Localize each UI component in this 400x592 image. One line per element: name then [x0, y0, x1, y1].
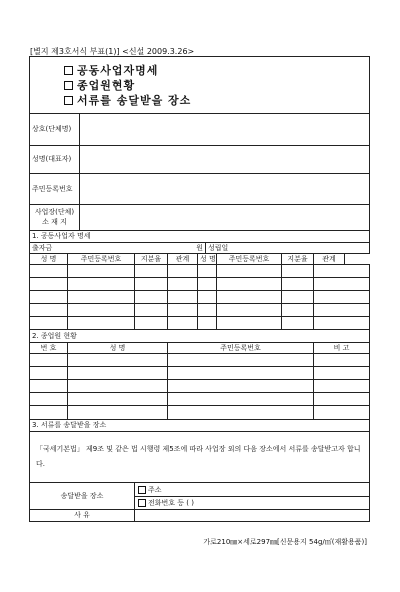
employee-row [30, 354, 370, 367]
company-label: 상호(단체명) [30, 114, 80, 146]
col-resident-2: 주민등록번호 [217, 254, 282, 265]
section3-title: 3. 서류를 송달받을 장소 [30, 420, 370, 432]
section1-header [30, 231, 370, 243]
representative-field[interactable] [80, 146, 370, 174]
company-row [30, 114, 370, 146]
capital-label: 출자금 [32, 243, 53, 252]
delivery-place-row [30, 483, 370, 510]
address-field[interactable] [80, 205, 370, 231]
section3-header [30, 420, 370, 432]
resident-number-field[interactable] [80, 174, 370, 205]
partner-row [30, 278, 370, 291]
resident-number-label: 주민등록번호 [30, 174, 80, 205]
title-line-2: 종업원현황 [64, 78, 367, 93]
checkbox-icon[interactable] [138, 499, 146, 507]
partner-row [30, 265, 370, 278]
employee-row [30, 380, 370, 393]
notice-text: 「국세기본법」 제9조 및 같은 법 시행령 제5조에 따라 사업장 외의 다음 장소에서 서류를 송달받고자 합니다. [30, 432, 370, 483]
capital-row [30, 243, 370, 254]
form-title-row [30, 57, 370, 114]
checkbox-icon[interactable] [64, 81, 73, 90]
reason-label: 사 유 [30, 510, 135, 522]
option-phone[interactable]: 전화번호 등 ( ) [135, 497, 369, 509]
employees-header-row [30, 343, 370, 354]
col-employee-resident: 주민등록번호 [168, 343, 314, 354]
paper-spec-note: 가로210㎜×세로297㎜[신문용지 54g/㎡(재활용품)] [203, 538, 367, 546]
col-employee-name: 성 명 [68, 343, 168, 354]
delivery-place-label: 송달받을 장소 [30, 483, 135, 510]
title-line-3: 서류를 송달받을 장소 [64, 93, 367, 108]
reason-row [30, 510, 370, 522]
col-share-2: 지분율 [282, 254, 314, 265]
partner-row [30, 317, 370, 330]
representative-row [30, 146, 370, 174]
address-label: 사업장(단체) 소 재 지 [30, 205, 80, 231]
section2-header [30, 330, 370, 343]
capital-cell[interactable] [30, 243, 206, 254]
title-line-1: 공동사업자명세 [64, 63, 367, 78]
delivery-options [135, 483, 370, 510]
col-relation-1: 관계 [168, 254, 198, 265]
employee-row [30, 406, 370, 420]
partner-row [30, 291, 370, 304]
col-name-2: 성 명 [198, 254, 217, 265]
capital-unit: 원 [196, 244, 203, 252]
resident-number-row [30, 174, 370, 205]
form-number-note: [별지 제3호서식 부표(1)] <신설 2009.3.26> [30, 47, 195, 56]
notice-row [30, 432, 370, 483]
checkbox-icon[interactable] [138, 486, 146, 494]
application-form [29, 56, 370, 522]
col-name-1: 성 명 [30, 254, 68, 265]
partner-row [30, 304, 370, 317]
reason-field[interactable] [135, 510, 370, 522]
col-number: 번 호 [30, 343, 68, 354]
established-label: 성립일 [208, 243, 229, 252]
checkbox-icon[interactable] [64, 66, 73, 75]
section2-title: 2. 종업원 현황 [30, 330, 370, 343]
col-relation-2: 관계 [314, 254, 345, 265]
partners-header-row [30, 254, 370, 265]
address-row [30, 205, 370, 231]
employee-row [30, 393, 370, 406]
employee-row [30, 367, 370, 380]
col-share-1: 지분율 [135, 254, 168, 265]
checkbox-icon[interactable] [64, 96, 73, 105]
company-field[interactable] [80, 114, 370, 146]
representative-label: 성명(대표자) [30, 146, 80, 174]
section1-title: 1. 공동사업자 명세 [30, 231, 370, 243]
col-resident-1: 주민등록번호 [68, 254, 135, 265]
established-cell[interactable] [206, 243, 370, 254]
option-address[interactable]: 주소 [135, 484, 369, 497]
col-remarks: 비 고 [314, 343, 370, 354]
